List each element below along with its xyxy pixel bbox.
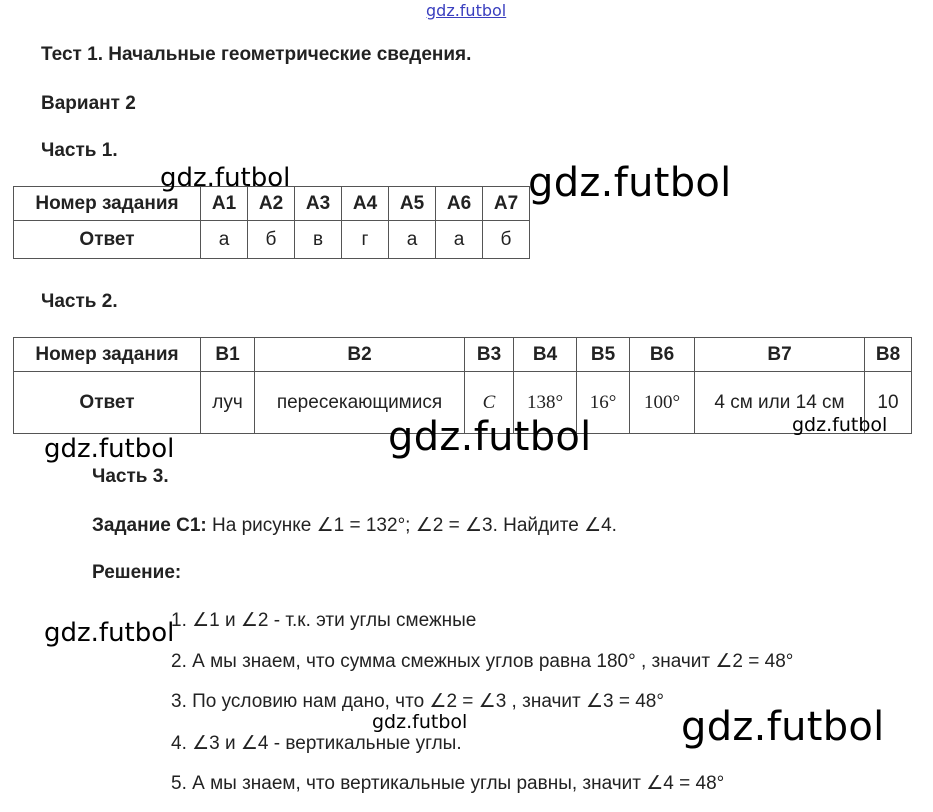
part1-task-cell: A3: [295, 187, 342, 221]
task-c1-label: Задание С1:: [92, 515, 207, 536]
part2-task-row: [14, 338, 912, 372]
part2-task-cell: B5: [577, 338, 630, 372]
task-c1-text: На рисунке ∠1 = 132°; ∠2 = ∠3. Найдите ∠4.: [212, 515, 617, 536]
part2-answer-cell: 10: [865, 372, 912, 434]
part2-answer-cell: 16°: [577, 372, 630, 434]
part2-answer-label: Ответ: [14, 372, 201, 434]
watermark: gdz.futbol: [372, 711, 468, 733]
solution-step: 2. А мы знаем, что сумма смежных углов равна 180° , значит ∠2 = 48°: [171, 651, 794, 672]
part3-heading: Часть 3.: [92, 466, 169, 487]
part2-heading: Часть 2.: [41, 291, 118, 312]
solution-step: 5. А мы знаем, что вертикальные углы равны, значит ∠4 = 48°: [171, 773, 725, 794]
part1-answer-cell: г: [342, 221, 389, 259]
part1-heading: Часть 1.: [41, 140, 118, 161]
test-title: Тест 1. Начальные геометрические сведения.: [41, 44, 472, 65]
part2-task-cell: B7: [695, 338, 865, 372]
watermark: gdz.futbol: [388, 414, 592, 460]
watermark: gdz.futbol: [681, 704, 885, 750]
variant-heading: Вариант 2: [41, 93, 136, 114]
part1-task-cell: A6: [436, 187, 483, 221]
solution-label: Решение:: [92, 562, 182, 583]
part2-task-cell: B4: [514, 338, 577, 372]
watermark: gdz.futbol: [792, 414, 888, 436]
watermark-top: gdz.futbol: [426, 1, 507, 20]
part1-answer-cell: а: [389, 221, 436, 259]
part2-task-cell: B8: [865, 338, 912, 372]
task-c1: [92, 514, 617, 537]
part1-task-label: Номер задания: [14, 187, 201, 221]
solution-step: 4. ∠3 и ∠4 - вертикальные углы.: [171, 733, 462, 754]
part1-task-cell: A1: [201, 187, 248, 221]
solution-step: 3. По условию нам дано, что ∠2 = ∠3 , значит ∠3 = 48°: [171, 691, 664, 712]
part2-task-cell: B1: [201, 338, 255, 372]
part2-task-cell: B3: [465, 338, 514, 372]
watermark: gdz.futbol: [44, 434, 175, 464]
part1-answer-cell: а: [436, 221, 483, 259]
part2-task-label: Номер задания: [14, 338, 201, 372]
part1-table: [13, 186, 530, 259]
part1-answer-label: Ответ: [14, 221, 201, 259]
part2-answer-cell: C: [465, 372, 514, 434]
part2-task-cell: B6: [630, 338, 695, 372]
watermark: gdz.futbol: [160, 163, 291, 193]
watermark: gdz.futbol: [528, 160, 732, 206]
solution-step: 1. ∠1 и ∠2 - т.к. эти углы смежные: [171, 610, 477, 631]
part1-answer-cell: в: [295, 221, 342, 259]
part2-answer-cell: 4 см или 14 см: [695, 372, 865, 434]
part1-task-cell: A5: [389, 187, 436, 221]
part1-answer-cell: б: [483, 221, 530, 259]
part2-answer-cell: 100°: [630, 372, 695, 434]
part2-answer-cell: 138°: [514, 372, 577, 434]
watermark: gdz.futbol: [44, 618, 175, 648]
part1-answer-cell: а: [201, 221, 248, 259]
part1-answer-cell: б: [248, 221, 295, 259]
part1-answer-row: [14, 221, 530, 259]
part1-task-cell: A2: [248, 187, 295, 221]
part2-answer-cell: луч: [201, 372, 255, 434]
part2-answer-cell: пересекающимися: [255, 372, 465, 434]
part1-task-cell: A4: [342, 187, 389, 221]
part2-task-cell: B2: [255, 338, 465, 372]
part1-task-cell: A7: [483, 187, 530, 221]
